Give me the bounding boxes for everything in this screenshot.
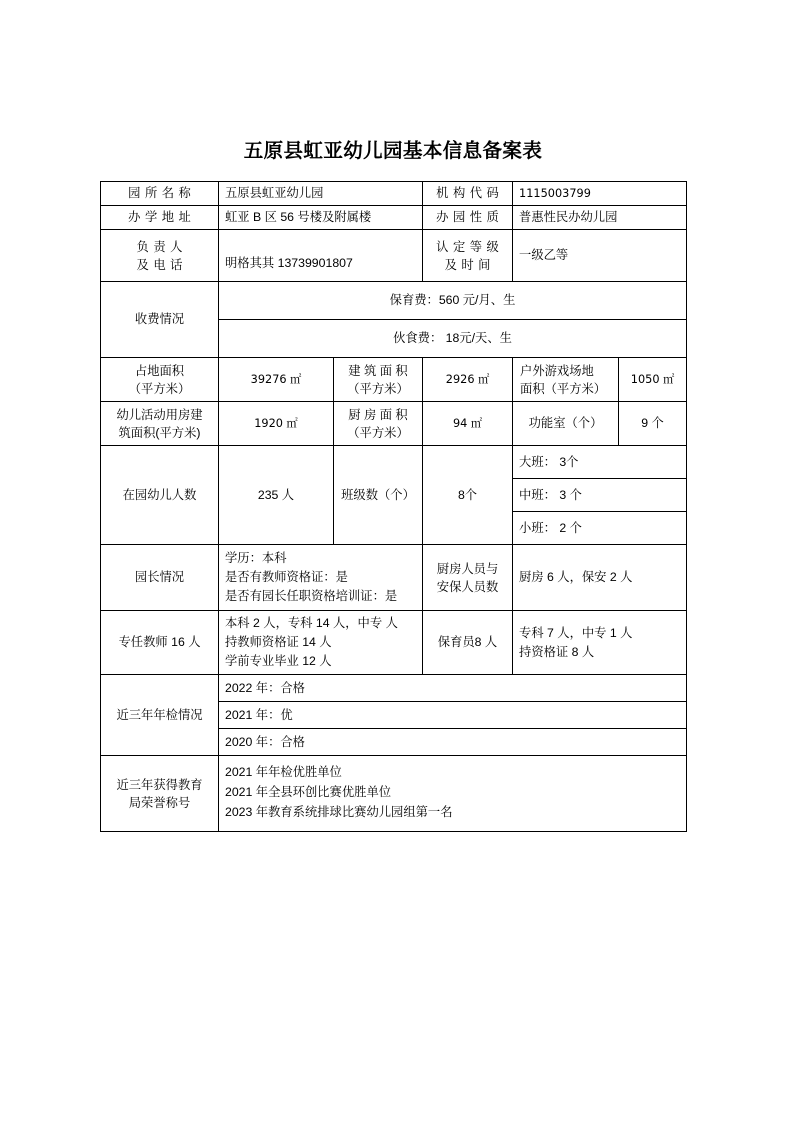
table-row-honors <box>101 756 687 832</box>
director-teacher-cert: 是否有教师资格证：是 <box>225 570 348 584</box>
label-kitchen-area <box>334 402 423 446</box>
label-kitchen-security-line1: 厨房人员与 <box>436 561 499 576</box>
table-row-inspection-2022 <box>101 675 687 702</box>
value-kitchen-area-number: 94 <box>452 417 468 430</box>
teacher-degree-line: 本科 2 人，专科 14 人，中专 人 <box>225 616 398 630</box>
value-outdoor-area-number: 1050 <box>630 373 660 386</box>
value-rating: 一级乙等 <box>513 230 687 282</box>
label-land-area-line2: （平方米） <box>128 381 191 396</box>
value-land-area-unit: ㎡ <box>290 373 302 386</box>
value-outdoor-area-unit: ㎡ <box>662 373 675 386</box>
value-teacher-breakdown <box>219 611 423 675</box>
label-function-rooms: 功能室（个） <box>513 402 619 446</box>
value-honors-list <box>219 756 687 832</box>
label-honors-line1: 近三年获得教育 <box>116 777 203 792</box>
value-big-class-count: 大班： 3个 <box>513 446 687 479</box>
value-kitchen-area-unit: ㎡ <box>470 417 483 430</box>
value-building-area <box>423 358 513 402</box>
value-nature: 普惠性民办幼儿园 <box>513 206 687 230</box>
label-org-code: 机构代码 <box>423 182 513 206</box>
teacher-cert-line: 持教师资格证 14 人 <box>225 635 332 649</box>
label-principal-line2: 及电话 <box>136 257 187 272</box>
label-address: 办学地址 <box>101 206 219 230</box>
value-enrolled-children: 235 人 <box>219 446 334 545</box>
table-row-principal <box>101 230 687 282</box>
value-kitchen-area <box>423 402 513 446</box>
value-inspection-2021: 2021 年：优 <box>219 702 687 729</box>
label-institution-name: 园所名称 <box>101 182 219 206</box>
label-activity-area-line1: 幼儿活动用房建 <box>116 407 203 422</box>
label-class-count: 班级数（个） <box>334 446 423 545</box>
label-outdoor-area-line2: 面积（平方米） <box>520 381 607 396</box>
label-rating-time <box>423 230 513 282</box>
honor-item-1: 2021 年年检优胜单位 <box>225 765 342 779</box>
teacher-preschool-major-line: 学前专业毕业 12 人 <box>225 654 332 668</box>
label-annual-inspection: 近三年年检情况 <box>101 675 219 756</box>
table-row-name <box>101 182 687 206</box>
label-kitchen-security-staff <box>423 545 513 611</box>
label-building-area-line2: （平方米） <box>347 381 409 396</box>
label-land-area <box>101 358 219 402</box>
director-training-cert: 是否有园长任职资格培训证：是 <box>225 589 398 603</box>
kindergarten-info-table <box>100 181 687 832</box>
value-nursery-staff-breakdown <box>513 611 687 675</box>
label-activity-area <box>101 402 219 446</box>
label-activity-area-line2: 筑面积(平方米) <box>118 425 201 440</box>
table-row-address <box>101 206 687 230</box>
value-inspection-2022: 2022 年：合格 <box>219 675 687 702</box>
label-honors <box>101 756 219 832</box>
value-function-rooms: 9 个 <box>619 402 687 446</box>
label-enrolled-children: 在园幼儿人数 <box>101 446 219 545</box>
label-building-area <box>334 358 423 402</box>
value-class-count: 8个 <box>423 446 513 545</box>
label-building-area-line1: 建 筑 面 积 <box>348 363 408 378</box>
table-row-teachers <box>101 611 687 675</box>
director-education: 学历：本科 <box>225 551 287 565</box>
value-meal-fee: 伙食费： 18元/天、生 <box>219 320 687 358</box>
value-building-area-unit: ㎡ <box>477 373 490 386</box>
value-activity-area-number: 1920 <box>254 417 283 430</box>
value-institution-name: 五原县虹亚幼儿园 <box>219 182 423 206</box>
label-rating-line1: 认定等级 <box>436 239 504 254</box>
value-inspection-2020: 2020 年：合格 <box>219 729 687 756</box>
table-row-director <box>101 545 687 611</box>
value-kitchen-security-staff: 厨房 6 人，保安 2 人 <box>513 545 687 611</box>
label-outdoor-area <box>513 358 619 402</box>
value-activity-area <box>219 402 334 446</box>
label-kitchen-area-line2: （平方米） <box>347 425 409 440</box>
label-principal-line1: 负责人 <box>136 239 187 254</box>
value-land-area-number: 39276 <box>250 373 287 386</box>
label-land-area-line1: 占地面积 <box>134 363 185 378</box>
value-org-code: 1115003799 <box>513 182 687 206</box>
nursery-cert-line: 持资格证 8 人 <box>519 644 595 659</box>
label-fulltime-teachers: 专任教师 16 人 <box>101 611 219 675</box>
value-outdoor-area <box>619 358 687 402</box>
nursery-degree-line: 专科 7 人，中专 1 人 <box>519 625 633 640</box>
value-principal-phone: 明格其其 13739901807 <box>219 230 423 282</box>
table-row-care-fee <box>101 282 687 320</box>
table-row-area-2 <box>101 402 687 446</box>
value-care-fee: 保育费：560 元/月、生 <box>219 282 687 320</box>
value-address: 虹亚 B 区 56 号楼及附属楼 <box>219 206 423 230</box>
label-nursery-staff: 保育员8 人 <box>423 611 513 675</box>
label-principal-phone <box>101 230 219 282</box>
value-small-class-count: 小班： 2 个 <box>513 512 687 545</box>
label-rating-line2: 及时间 <box>444 257 495 272</box>
value-building-area-number: 2926 <box>445 373 475 386</box>
value-activity-area-unit: ㎡ <box>286 417 298 430</box>
label-honors-line2: 局荣誉称号 <box>128 795 191 810</box>
label-director-info: 园长情况 <box>101 545 219 611</box>
label-kitchen-security-line2: 安保人员数 <box>436 579 499 594</box>
table-row-area-1 <box>101 358 687 402</box>
honor-item-2: 2021 年全县环创比赛优胜单位 <box>225 785 392 799</box>
label-fees: 收费情况 <box>101 282 219 358</box>
label-kitchen-area-line1: 厨 房 面 积 <box>348 407 408 422</box>
value-mid-class-count: 中班： 3 个 <box>513 479 687 512</box>
label-nature: 办园性质 <box>423 206 513 230</box>
value-land-area <box>219 358 334 402</box>
label-outdoor-area-line1: 户外游戏场地 <box>520 363 594 378</box>
page-title: 五原县虹亚幼儿园基本信息备案表 <box>243 140 543 162</box>
value-director-info <box>219 545 423 611</box>
honor-item-3: 2023 年教育系统排球比赛幼儿园组第一名 <box>225 805 453 819</box>
table-row-children-big-class <box>101 446 687 479</box>
